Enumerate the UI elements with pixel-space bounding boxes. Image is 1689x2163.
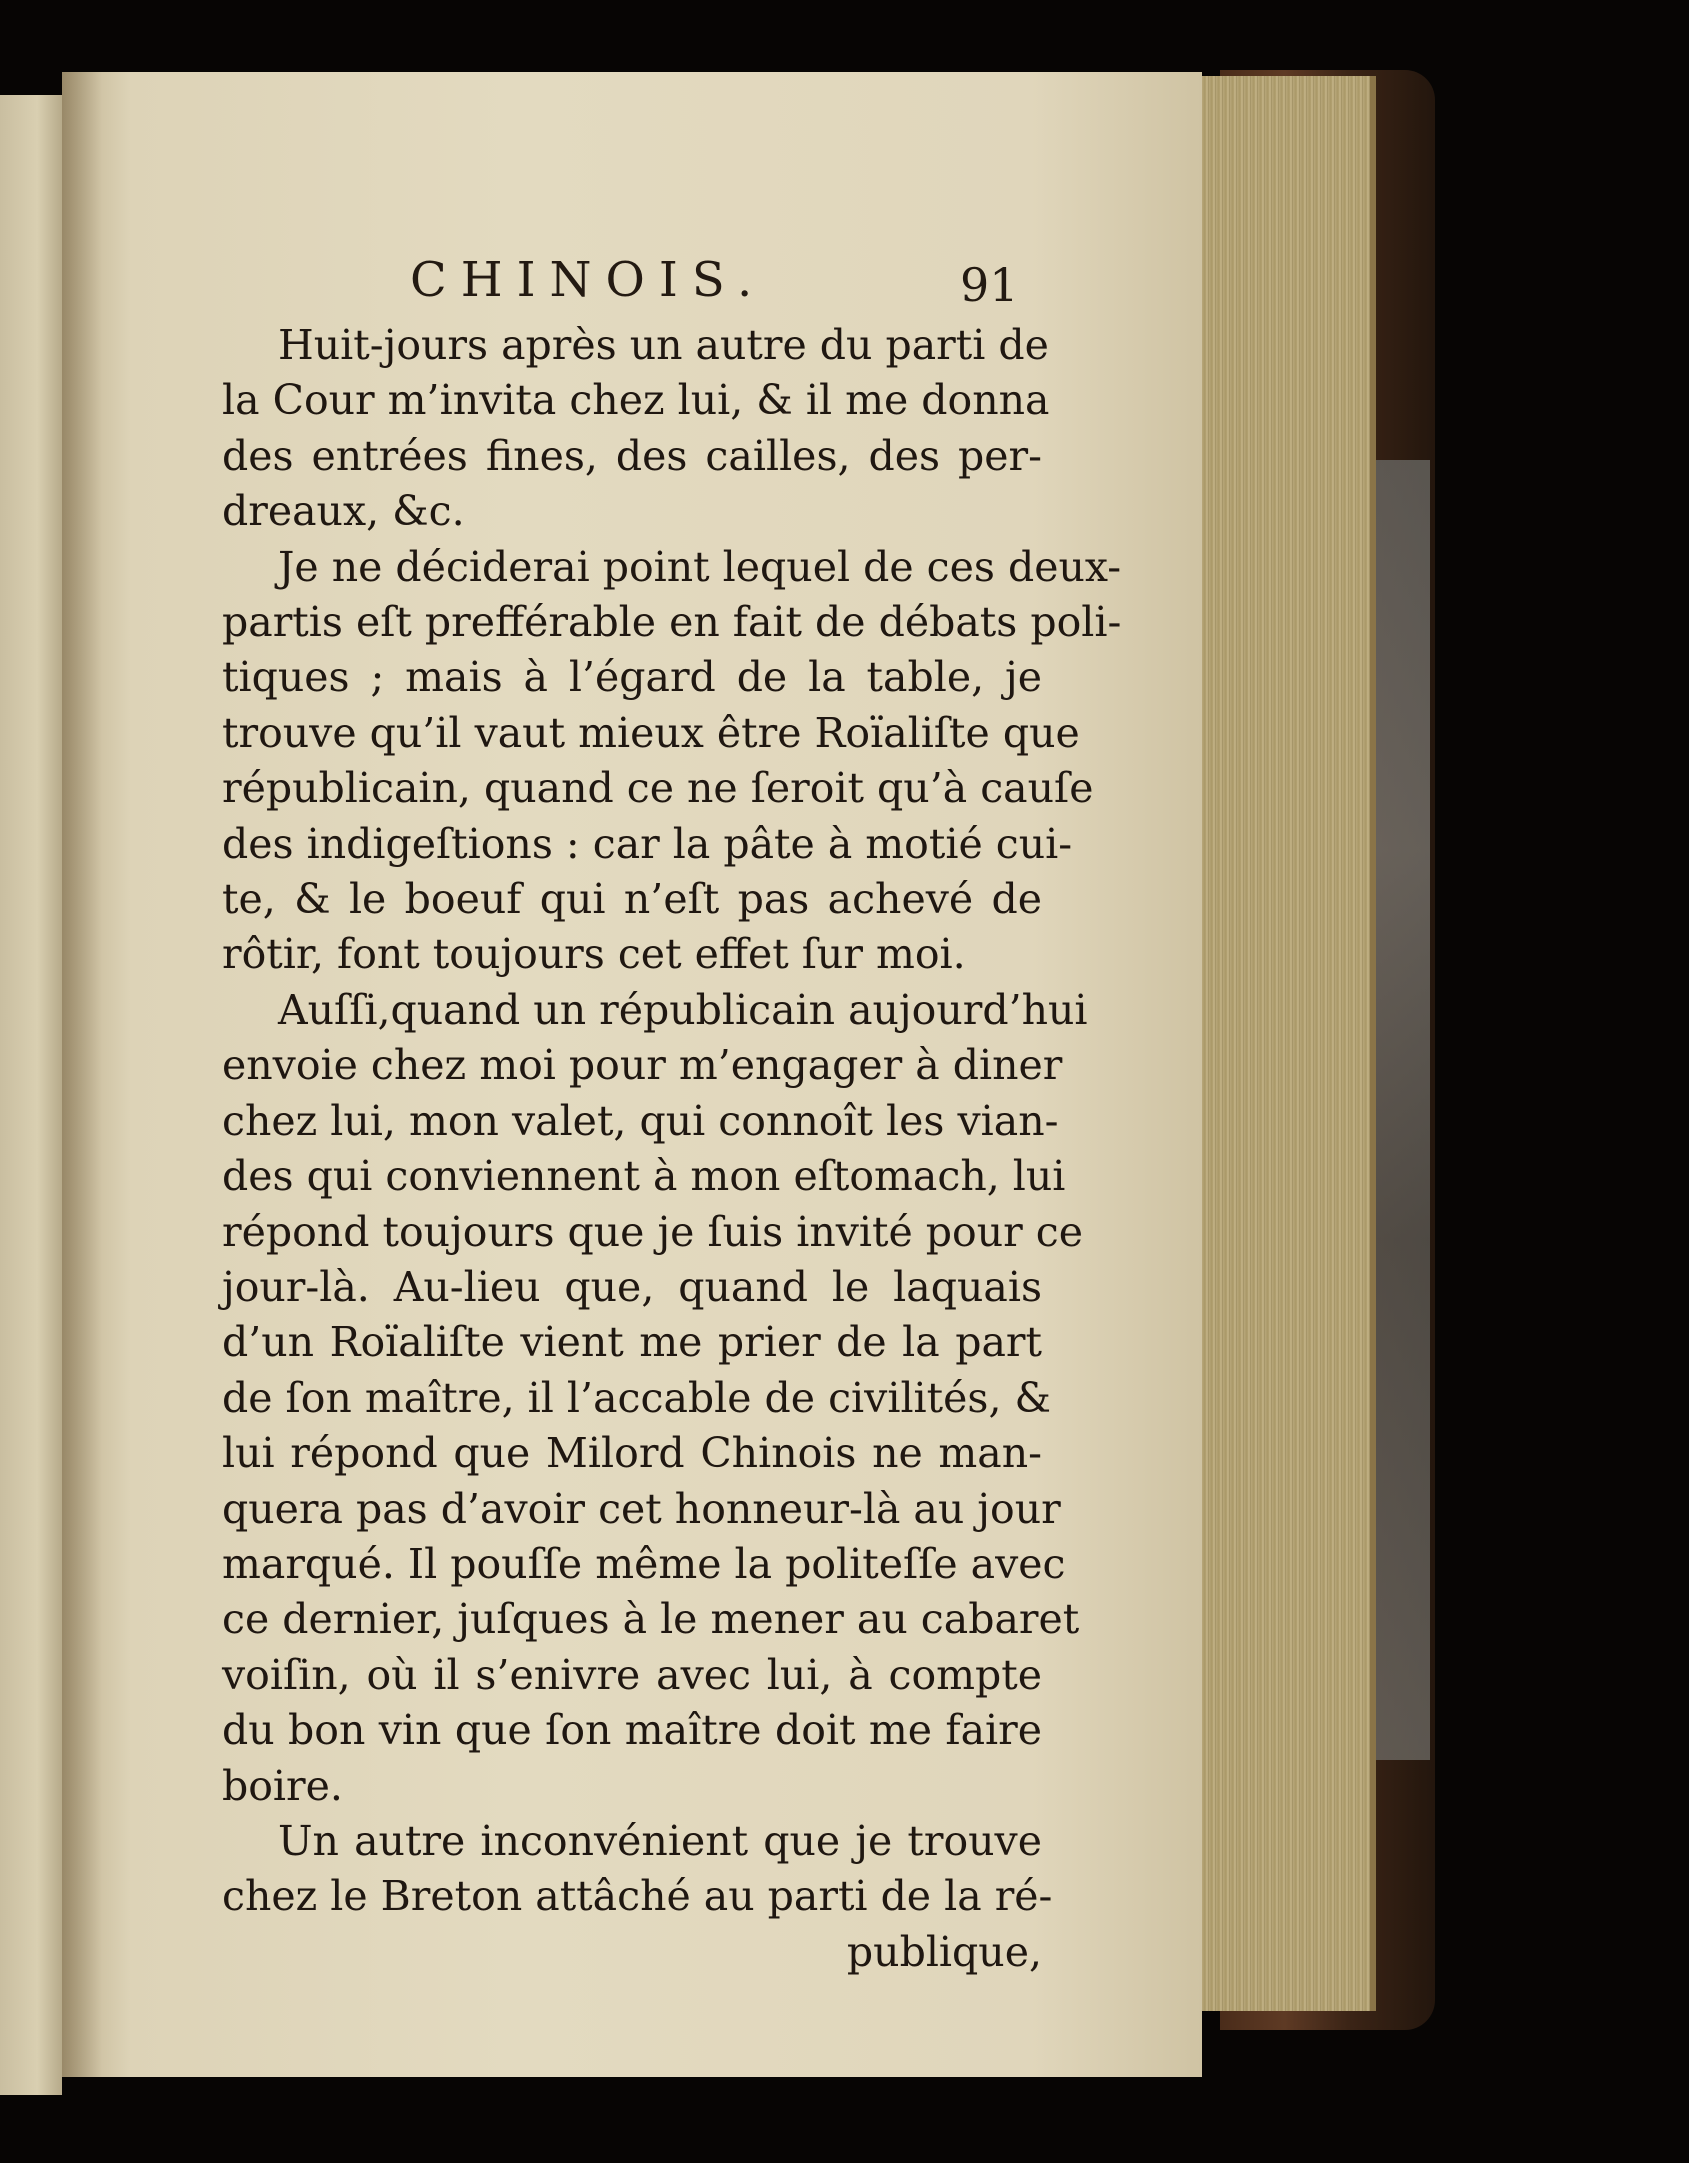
text-line: te, & le boeuf qui n’eſt pas achevé de	[222, 875, 1042, 924]
text-line: d’un Roïaliſte vient me prier de la part	[222, 1318, 1042, 1367]
text-line: la Cour m’invita chez lui, & il me donna	[222, 376, 1050, 425]
text-line: répond toujours que je ſuis invité pour ce	[222, 1207, 1083, 1256]
cover-marbling	[1370, 460, 1430, 1760]
text-line: Je ne déciderai point lequel de ces deux-	[278, 542, 1122, 591]
body-text	[222, 318, 1122, 1980]
text-line: quera pas d’avoir cet honneur-là au jour	[222, 1484, 1061, 1533]
text-line: Huit-jours après un autre du parti de	[278, 321, 1049, 369]
text-line: lui répond que Milord Chinois ne man-	[222, 1429, 1042, 1478]
text-line: voiſin, où il s’enivre avec lui, à compte	[222, 1650, 1042, 1699]
catchword: publique,	[846, 1927, 1042, 1976]
gutter-shadow	[62, 72, 102, 2077]
text-line: trouve qu’il vaut mieux être Roïaliſte que	[222, 708, 1080, 757]
text-line: tiques ; mais à l’égard de la table, je	[222, 653, 1042, 702]
text-line: boire.	[222, 1761, 343, 1810]
text-line: républicain, quand ce ne ſeroit qu’à cauſe	[222, 764, 1094, 813]
text-line: dreaux, &c.	[222, 487, 465, 536]
text-line: des entrées fines, des cailles, des per-	[222, 431, 1042, 480]
text-line: jour-là. Au-lieu que, quand le laquais	[222, 1262, 1042, 1311]
text-line: de ſon maître, il l’accable de civilités, &	[222, 1373, 1052, 1422]
text-line: ce dernier, juſques à le mener au cabaret	[222, 1595, 1080, 1644]
facing-page-edge	[0, 95, 62, 2095]
text-line: partis eſt prefférable en fait de débats poli-	[222, 598, 1122, 647]
text-line: envoie chez moi pour m’engager à diner	[222, 1041, 1063, 1090]
text-line: rôtir, font toujours cet effet ſur moi.	[222, 930, 966, 979]
text-line: chez lui, mon valet, qui connoît les vian-	[222, 1096, 1059, 1145]
running-head: CHINOIS.	[410, 252, 767, 308]
text-line: Auſſi,quand un républicain aujourd’hui	[278, 985, 1088, 1034]
text-line: du bon vin que ſon maître doit me faire	[222, 1706, 1042, 1755]
text-line: marqué. Il pouſſe même la politeſſe avec	[222, 1539, 1066, 1588]
text-line: chez le Breton attâché au parti de la ré-	[222, 1872, 1053, 1921]
page-number: 91	[960, 258, 1019, 312]
text-line: des indigeſtions : car la pâte à motié cui-	[222, 819, 1073, 868]
text-line: des qui conviennent à mon eſtomach, lui	[222, 1152, 1066, 1201]
text-line: Un autre inconvénient que je trouve	[278, 1816, 1042, 1865]
page-edges	[1195, 76, 1376, 2011]
